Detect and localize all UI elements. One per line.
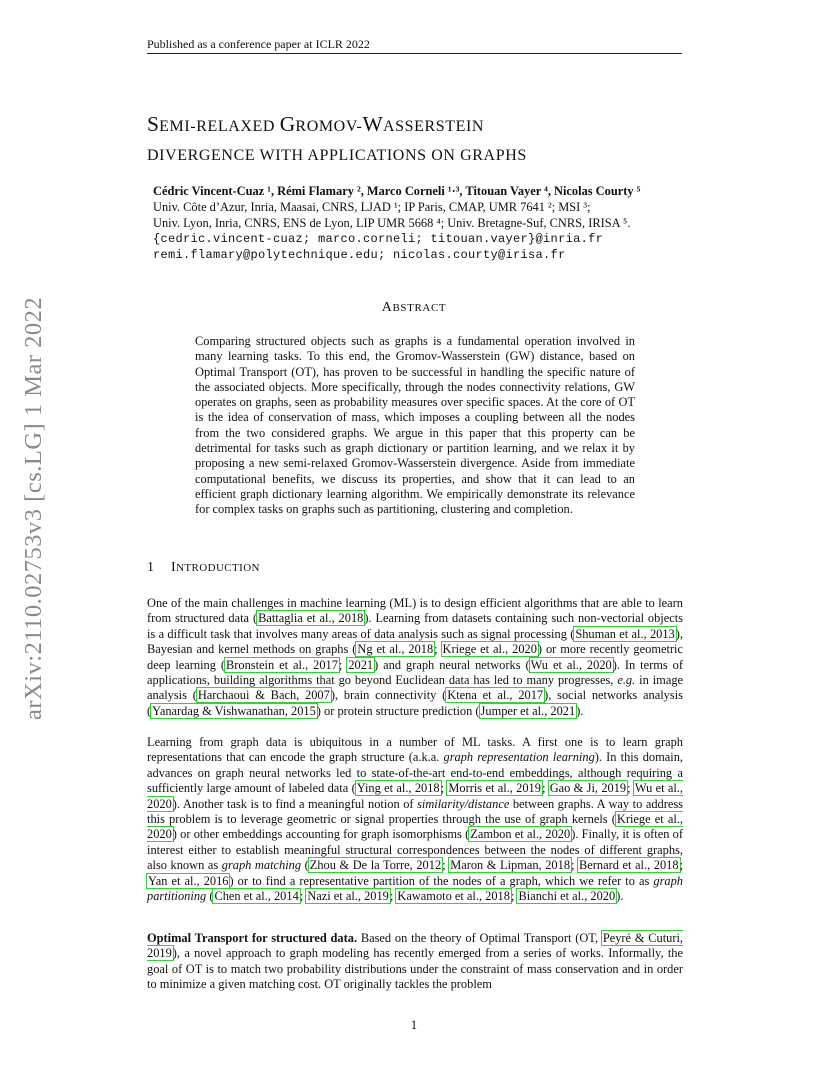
citation-link[interactable]: Wu et al., 2020 [147, 781, 683, 811]
citation-link[interactable]: Bernard et al., 2018 [579, 858, 679, 873]
citation-link[interactable]: Kawamoto et al., 2018 [397, 889, 510, 904]
citation-link[interactable]: Yan et al., 2016 [148, 873, 229, 888]
email-line-2[interactable]: remi.flamary@polytechnique.edu; nicolas.courty@irisa.fr [153, 248, 566, 262]
arxiv-stamp-text: arXiv:2110.02753v3 [cs.LG] 1 Mar 2022 [20, 296, 47, 720]
citation-link[interactable]: Kriege et al., 2020 [442, 642, 537, 657]
citation-link[interactable]: Ying et al., 2018 [356, 781, 440, 796]
intro-paragraph-1: One of the main challenges in machine learning (ML) is to design efficient algorithms that are able to learn from structured data (Battaglia et al., 2018). Learning from datasets containing such non-vectorial objects is a difficult task that involves many areas of data analysis such as signal processing (Shuman et al., 2013), Bayesian and kernel methods on graphs (Ng et al., 2018; Kriege et al., 2020) or more recently geometric deep learning (Bronstein et al., 2017; 2021) and graph neural networks (Wu et al., 2020). In terms of applications, building algorithms that go beyond Euclidean data has led to many progresses, e.g. in image analysis (Harchaoui & Bach, 2007), brain connectivity (Ktena et al., 2017), social networks analysis (Yanardag & Vishwanathan, 2015) or protein structure prediction (Jumper et al., 2021). [147, 596, 684, 718]
citation-link[interactable]: Battaglia et al., 2018 [258, 611, 364, 626]
citation-link[interactable]: Jumper et al., 2021 [480, 703, 576, 718]
citation-link[interactable]: Wu et al., 2020 [530, 657, 612, 672]
citation-link[interactable]: Shuman et al., 2013 [575, 626, 675, 641]
intro-paragraph-2: Learning from graph data is ubiquitous in a number of ML tasks. A first one is to learn graph representations that can encode the graph structure (a.k.a. graph representation learning). In this domain, advances on graph neural networks led to state-of-the-art end-to-end embeddings, although requiring a sufficiently large amount of labeled data (Ying et al., 2018; Morris et al., 2019; Gao & Ji, 2019; Wu et al., 2020). Another task is to find a meaningful notion of similarity/distance between graphs. A way to address this problem is to leverage geometric or signal properties through the use of graph kernels (Kriege et al., 2020) or other embeddings accounting for graph isomorphisms (Zambon et al., 2020). Finally, it is often of interest either to establish meaningful structural correspondences between the nodes of different graphs, also known as graph matching (Zhou & De la Torre, 2012; Maron & Lipman, 2018; Bernard et al., 2018; Yan et al., 2016) or to find a representative partition of the nodes of a graph, which we refer to as graph partitioning (Chen et al., 2014; Nazi et al., 2019; Kawamoto et al., 2018; Bianchi et al., 2020). [147, 735, 684, 904]
citation-link[interactable]: Chen et al., 2014 [214, 889, 299, 904]
citation-link[interactable]: 2021 [348, 657, 374, 672]
citation-link[interactable]: Bronstein et al., 2017 [226, 657, 338, 672]
citation-link[interactable]: Ng et al., 2018 [357, 642, 434, 657]
page-number: 1 [410, 1018, 418, 1032]
citation-link[interactable]: Nazi et al., 2019 [307, 889, 389, 904]
citation-link[interactable]: Ktena et al., 2017 [447, 688, 544, 703]
title-line-1: SEMI-RELAXED GROMOV-WASSERSTEIN [147, 112, 485, 136]
email-line-1[interactable]: {cedric.vincent-cuaz; marco.corneli; titouan.vayer}@inria.fr [153, 232, 604, 246]
paragraph-lead-in: Optimal Transport for structured data. [147, 931, 358, 945]
citation-link[interactable]: Kriege et al., 2020 [147, 812, 683, 842]
author-block [153, 183, 713, 263]
citation-link[interactable]: Harchaoui & Bach, 2007 [197, 688, 330, 703]
section-heading-introduction: 1 INTRODUCTION [147, 560, 260, 575]
citation-link[interactable]: Maron & Lipman, 2018 [450, 858, 571, 873]
running-header: Published as a conference paper at ICLR 2022 [147, 37, 370, 51]
author-names: Cédric Vincent-Cuaz ¹, Rémi Flamary ², Marco Corneli ¹·³, Titouan Vayer ⁴, Nicolas Courty ⁵ [153, 184, 641, 198]
title-line-2: DIVERGENCE WITH APPLICATIONS ON GRAPHS [147, 147, 527, 164]
citation-link[interactable]: Morris et al., 2019 [448, 781, 541, 796]
paper-title [147, 110, 707, 170]
citation-link[interactable]: Zhou & De la Torre, 2012 [309, 858, 442, 873]
citation-link[interactable]: Zambon et al., 2020 [470, 827, 571, 842]
citation-link[interactable]: Peyré & Cuturi, 2019 [147, 931, 684, 961]
abstract-heading: ABSTRACT [381, 300, 447, 315]
citation-link[interactable]: Bianchi et al., 2020 [518, 889, 616, 904]
citation-link[interactable]: Yanardag & Vishwanathan, 2015 [152, 703, 316, 718]
header-rule [147, 53, 682, 54]
affiliation-line-2: Univ. Lyon, Inria, CNRS, ENS de Lyon, LIP UMR 5668 ⁴; Univ. Bretagne-Suf, CNRS, IRISA ⁵. [153, 216, 631, 230]
citation-link[interactable]: Gao & Ji, 2019 [549, 781, 627, 796]
affiliation-line-1: Univ. Côte d’Azur, Inria, Maasai, CNRS, LJAD ¹; IP Paris, CMAP, UMR 7641 ²; MSI ³; [153, 200, 591, 214]
intro-paragraph-3: Optimal Transport for structured data. Based on the theory of Optimal Transport (OT, Peyré & Cuturi, 2019), a novel approach to graph modeling has recently emerged from a series of works. Informally, the goal of OT is to match two probability distributions under the constraint of mass conservation and in order to minimize a given matching cost. OT originally tackles the problem [147, 931, 684, 992]
abstract-text: Comparing structured objects such as graphs is a fundamental operation involved in many learning tasks. To this end, the Gromov-Wasserstein (GW) distance, based on Optimal Transport (OT), has proven to be successful in handling the specific nature of the associated objects. More specifically, through the nodes connectivity relations, GW operates on graphs, seen as probability measures over specific spaces. At the core of OT is the idea of conservation of mass, which imposes a coupling between all the nodes from the two considered graphs. We argue in this paper that this property can be detrimental for tasks such as graph dictionary or partition learning, and we relax it by proposing a new semi-relaxed Gromov-Wasserstein divergence. Aside from immediate computational benefits, we discuss its properties, and show that it can lead to an efficient graph dictionary learning algorithm. We empirically demonstrate its relevance for complex tasks on graphs such as partitioning, clustering and completion. [195, 334, 635, 517]
